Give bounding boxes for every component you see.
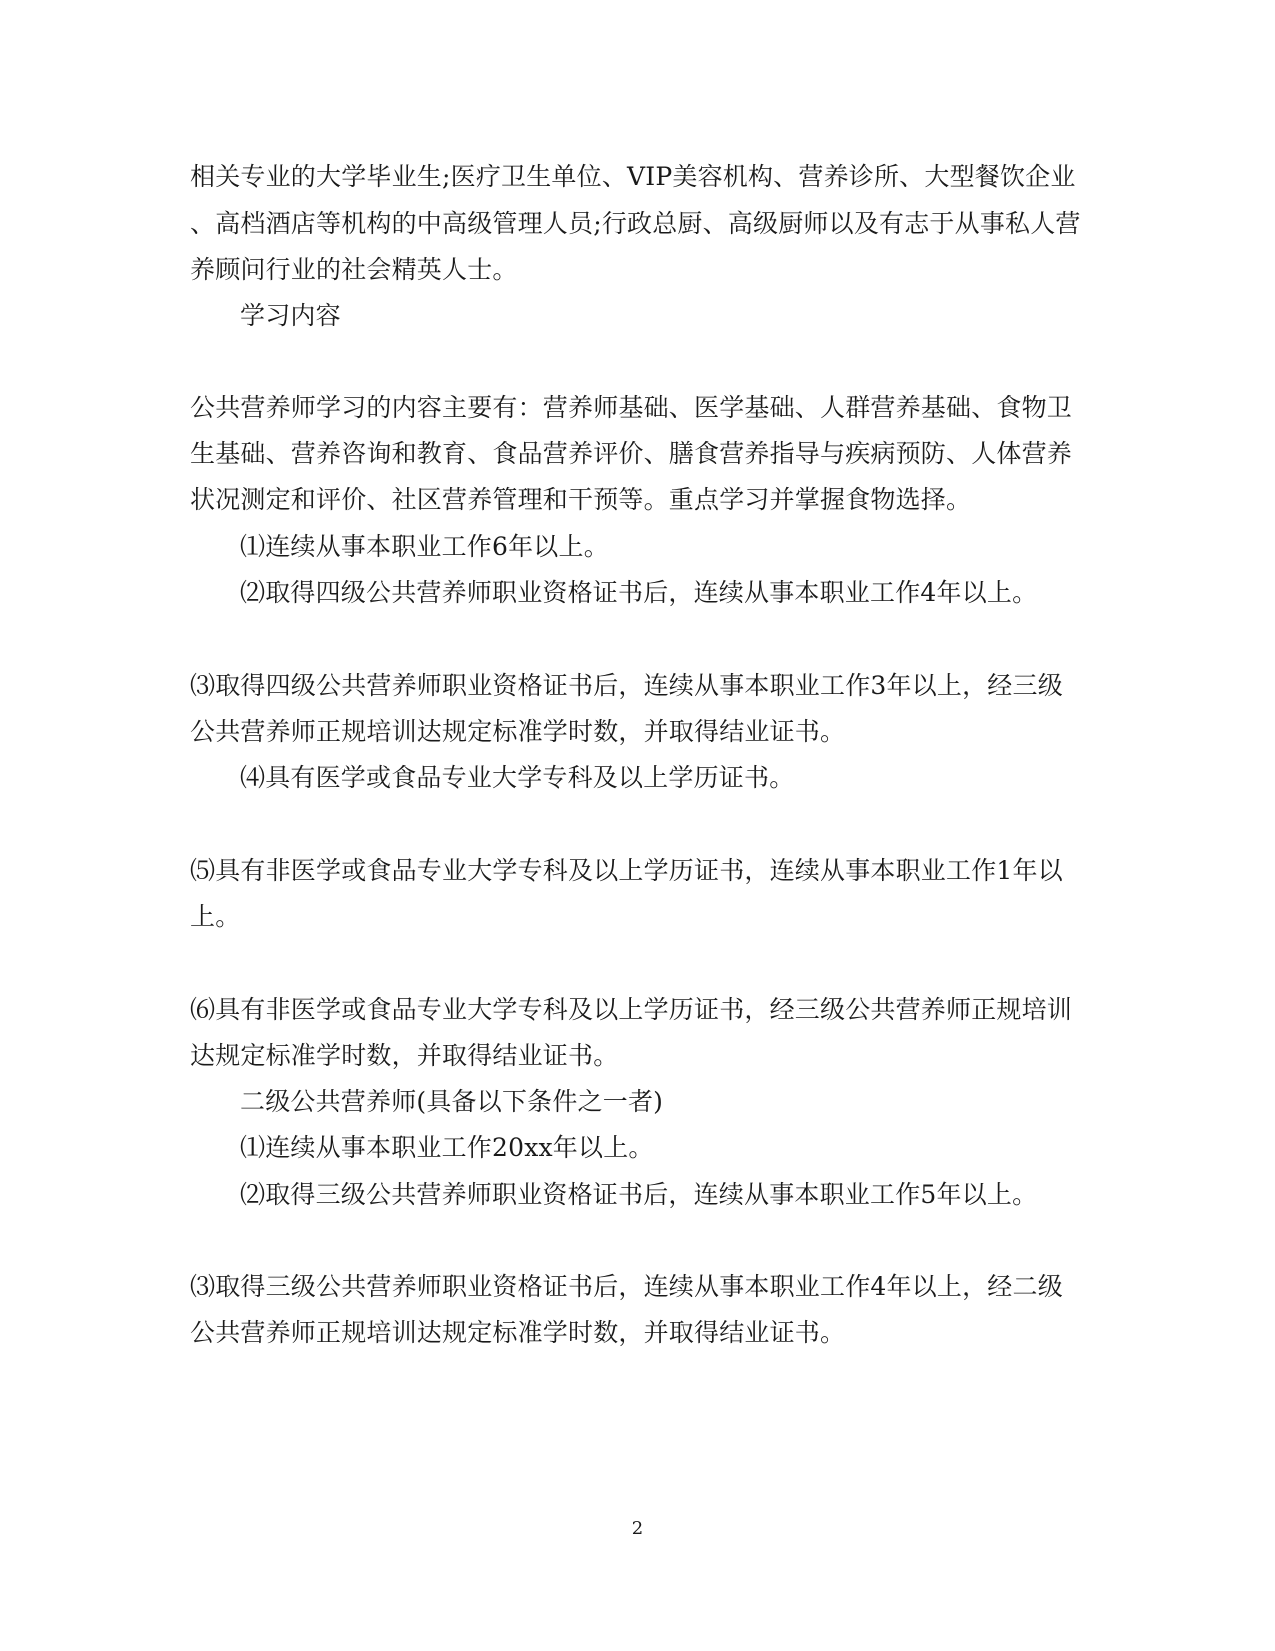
text-line: 公共营养师正规培训达规定标准学时数，并取得结业证书。	[190, 717, 846, 746]
list-item: ⑵取得四级公共营养师职业资格证书后，连续从事本职业工作4年以上。	[240, 578, 1038, 607]
list-item: ⑹具有非医学或食品专业大学专科及以上学历证书，经三级公共营养师正规培训	[190, 995, 1073, 1024]
list-item: ⑴连续从事本职业工作20xx年以上。	[240, 1133, 654, 1162]
text-line: 生基础、营养咨询和教育、食品营养评价、膳食营养指导与疾病预防、人体营养	[190, 439, 1073, 468]
text-line: 公共营养师学习的内容主要有：营养师基础、医学基础、人群营养基础、食物卫	[190, 393, 1073, 422]
text-line: 公共营养师正规培训达规定标准学时数，并取得结业证书。	[190, 1318, 846, 1347]
text-line: 、高档酒店等机构的中高级管理人员;行政总厨、高级厨师以及有志于从事私人营	[190, 209, 1081, 238]
section-heading: 二级公共营养师(具备以下条件之一者)	[240, 1087, 664, 1116]
list-item: ⑶取得四级公共营养师职业资格证书后，连续从事本职业工作3年以上，经三级	[190, 671, 1063, 700]
text-line: 状况测定和评价、社区营养管理和干预等。重点学习并掌握食物选择。	[190, 485, 972, 514]
text-line: 上。	[190, 902, 241, 931]
list-item: ⑵取得三级公共营养师职业资格证书后，连续从事本职业工作5年以上。	[240, 1180, 1038, 1209]
list-item: ⑶取得三级公共营养师职业资格证书后，连续从事本职业工作4年以上，经二级	[190, 1272, 1063, 1301]
list-item: ⑴连续从事本职业工作6年以上。	[240, 532, 609, 561]
text-line: 相关专业的大学毕业生;医疗卫生单位、VIP美容机构、营养诊所、大型餐饮企业	[190, 162, 1076, 191]
page-number: 2	[631, 1518, 644, 1539]
list-item: ⑸具有非医学或食品专业大学专科及以上学历证书，连续从事本职业工作1年以	[190, 856, 1063, 885]
text-line: 达规定标准学时数，并取得结业证书。	[190, 1041, 619, 1070]
section-heading: 学习内容	[240, 301, 341, 330]
text-line: 养顾问行业的社会精英人士。	[190, 255, 518, 284]
list-item: ⑷具有医学或食品专业大学专科及以上学历证书。	[240, 763, 795, 792]
